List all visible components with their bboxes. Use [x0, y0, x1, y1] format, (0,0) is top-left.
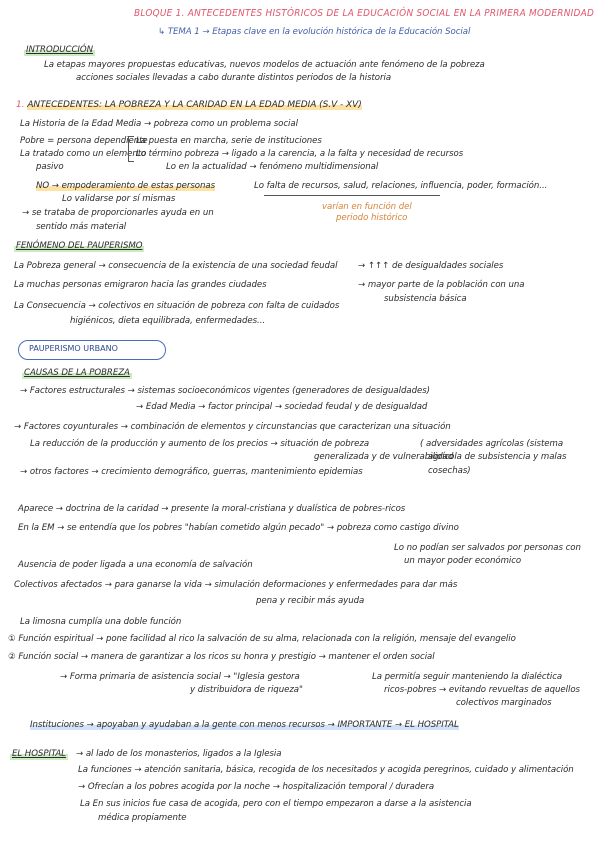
pauperismo-line-3: La Consecuencia → colectivos en situación de pobreza con falta de cuidados [14, 301, 340, 311]
funcion-line-1: La limosna cumplía una doble función [20, 617, 182, 627]
funcion-line-5: y distribuidora de riqueza" [190, 685, 303, 695]
pauperismo-line-3b: subsistencia básica [384, 294, 467, 304]
s1-line-4b: Lo en la actualidad → fenómeno multidimensional [166, 162, 379, 172]
pauperismo-line-1: La Pobreza general → consecuencia de la existencia de una sociedad feudal [14, 261, 338, 271]
causas-line-4b: ( adversidades agrícolas (sistema [420, 439, 564, 449]
funcion-line-4: → Forma primaria de asistencia social → "Iglesia gestora [60, 672, 300, 682]
s1-line-6b: varían en función del [322, 202, 412, 212]
causas-line-5b: agrícola de subsistencia y malas [428, 452, 567, 462]
hospital-line-5: médica propiamente [98, 813, 187, 823]
causas-line-4: La reducción de la producción y aumento de los precios → situación de pobreza [30, 439, 370, 449]
hospital-heading: EL HOSPITAL [12, 749, 66, 759]
pauperismo-line-2b: → mayor parte de la población con una [358, 280, 525, 290]
caridad-line-7: pena y recibir más ayuda [256, 596, 365, 606]
funcion-line-3: ② Función social → manera de garantizar a los ricos su honra y prestigio → mantener el orden social [8, 652, 435, 662]
s1-line-5a [36, 181, 215, 192]
funcion-line-6: colectivos marginados [456, 698, 552, 708]
pauperismo-urbano-oval [18, 340, 166, 360]
caridad-line-2: En la EM → se entendía que los pobres "habían cometido algún pecado" → pobreza como castigo divino [18, 523, 459, 533]
intro-heading: INTRODUCCIÓN [26, 45, 93, 55]
funcion-line-2: ① Función espiritual → pone facilidad al rico la salvación de su alma, relacionada con la religión, mensaje del evangelio [8, 634, 516, 644]
pauperismo-line-1b: → ↑↑↑ de desigualdades sociales [358, 261, 504, 271]
section-1-title: ANTECEDENTES: LA POBREZA Y LA CARIDAD EN LA EDAD MEDIA (S.V - XV) [27, 100, 362, 110]
page-title: BLOQUE 1. ANTECEDENTES HISTÓRICOS DE LA EDUCACIÓN SOCIAL EN LA PRIMERA MODERNIDAD [134, 8, 595, 19]
s1-brace [128, 136, 134, 162]
intro-line-2: acciones sociales llevadas a cabo durante distintos periodos de la historia [76, 73, 392, 83]
caridad-line-6: Colectivos afectados → para ganarse la vida → simulación deformaciones y enfermedades para dar más [14, 580, 458, 590]
s1-line-5a-text: NO → empoderamiento de estas personas [36, 181, 216, 191]
causas-line-6: → otros factores → crecimiento demográfico, guerras, mantenimiento epidemias [20, 467, 363, 477]
s1-underline-bracket [264, 195, 440, 196]
causas-line-6b: cosechas) [428, 466, 471, 476]
pauperismo-urbano-label: PAUPERISMO URBANO [29, 344, 118, 353]
page-subtitle: ↳ TEMA 1 → Etapas clave en la evolución histórica de la Educación Social [158, 27, 471, 37]
causas-line-2: → Edad Media → factor principal → sociedad feudal y de desigualdad [136, 402, 428, 412]
caridad-line-1: Aparece → doctrina de la caridad → presente la moral-cristiana y dualística de pobres-ricos [18, 504, 406, 514]
caridad-line-3: Lo no podían ser salvados por personas con [394, 543, 581, 553]
funcion-line-5b: ricos-pobres → evitando revueltas de aquellos [384, 685, 580, 695]
causas-line-3: → Factores coyunturales → combinación de elementos y circunstancias que caracterizan una situación [14, 422, 451, 432]
hospital-line-3: → Ofrecían a los pobres acogida por la noche → hospitalización temporal / duradera [78, 782, 435, 792]
s1-line-4a: pasivo [36, 162, 64, 172]
hospital-line-1: → al lado de los monasterios, ligados a la Iglesia [76, 749, 282, 759]
s1-line-2a: Pobre = persona dependiente [20, 136, 148, 146]
causas-line-5: generalizada y de vulnerabilidad [314, 452, 454, 462]
caridad-line-5: Ausencia de poder ligada a una economía de salvación [18, 560, 253, 570]
instituciones-text: Instituciones → apoyaban y ayudaban a la gente con menos recursos → IMPORTANTE → EL HOSPITAL [30, 720, 459, 730]
s1-line-2b: La puesta en marcha, serie de instituciones [136, 136, 322, 146]
s1-line-3b: Lo término pobreza → ligado a la carencia, a la falta y necesidad de recursos [136, 149, 464, 159]
hospital-line-2: La funciones → atención sanitaria, básica, recogida de los necesitados y acogida peregrinos, cuidado y alimentación [78, 765, 574, 775]
s1-line-7a: → se trataba de proporcionarles ayuda en un [22, 208, 214, 218]
pauperismo-line-4: higiénicos, dieta equilibrada, enfermedades... [70, 316, 266, 326]
causas-heading: CAUSAS DE LA POBREZA [24, 368, 130, 378]
s1-line-1: La Historia de la Edad Media → pobreza como un problema social [20, 119, 298, 129]
hospital-line-4: La En sus inicios fue casa de acogida, pero con el tiempo empezaron a darse a la asistencia [80, 799, 472, 809]
instituciones-line [30, 720, 459, 731]
pauperismo-heading: FENÓMENO DEL PAUPERISMO [16, 241, 143, 251]
pauperismo-line-2: La muchas personas emigraron hacia las grandes ciudades [14, 280, 267, 290]
s1-line-6a: Lo validarse por sí mismas [62, 194, 176, 204]
funcion-line-4b: La permitía seguir manteniendo la dialéctica [372, 672, 563, 682]
s1-line-7b: periodo histórico [336, 213, 408, 223]
s1-line-8: sentido más material [36, 222, 127, 232]
intro-line-1: La etapas mayores propuestas educativas, nuevos modelos de actuación ante fenómeno de la pobreza [44, 60, 485, 70]
causas-line-1: → Factores estructurales → sistemas socioeconómicos vigentes (generadores de desigualdades) [20, 386, 430, 396]
caridad-line-4: un mayor poder económico [404, 556, 522, 566]
s1-line-5b: Lo falta de recursos, salud, relaciones, influencia, poder, formación... [254, 181, 548, 191]
section-1-heading [16, 100, 362, 111]
section-1-number: 1. [16, 100, 25, 110]
s1-line-3a: La tratado como un elemento [20, 149, 147, 159]
